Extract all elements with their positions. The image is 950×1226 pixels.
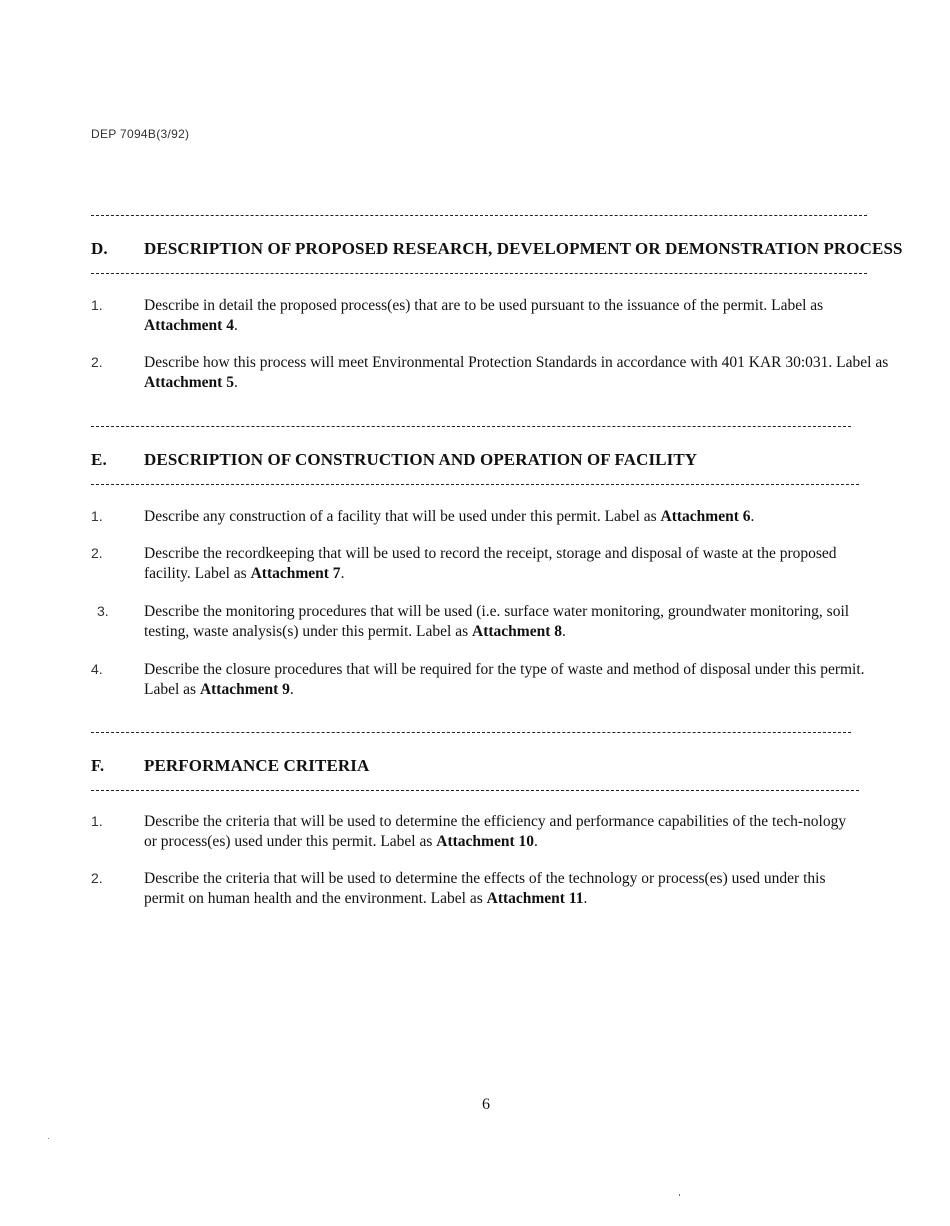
scan-speck	[48, 1138, 49, 1139]
item-text: Describe any construction of a facility that will be used under this permit. Label as Attachment 6.	[144, 508, 755, 525]
section-f-letter: F.	[91, 756, 105, 775]
attachment-label: Attachment 7	[250, 564, 341, 582]
attachment-label: Attachment 8	[472, 622, 562, 640]
item-text: Describe how this process will meet Environmental Protection Standards in accordance with 401 KAR 30:031. Label as Attachment 5.	[144, 354, 889, 391]
item-number: 2.	[91, 354, 103, 370]
item-number: 2.	[91, 870, 103, 886]
attachment-label: Attachment 11	[486, 889, 584, 907]
item-number: 4.	[91, 661, 103, 677]
attachment-label: Attachment 6	[660, 508, 751, 525]
item-number: 1.	[91, 297, 103, 313]
item-text: Describe the criteria that will be used to determine the effects of the technology or process(es) used under this permit on human health and the environment. Label as Attachment 11.	[144, 870, 826, 907]
item-number: 2.	[91, 545, 103, 561]
section-f-top-rule	[91, 732, 851, 733]
item-text: Describe the closure procedures that will be required for the type of waste and method of disposal under this permit. Label as Attachment 9.	[144, 661, 865, 698]
scan-speck	[679, 1194, 680, 1196]
section-d-letter: D.	[91, 239, 108, 258]
item-number: 1.	[91, 813, 103, 829]
item-number: 1.	[91, 508, 103, 524]
section-d-top-rule	[91, 215, 867, 216]
attachment-label: Attachment 9	[199, 680, 290, 698]
form-code: DEP 7094B(3/92)	[91, 127, 190, 141]
item-text: Describe the criteria that will be used to determine the efficiency and performance capabilities of the tech-nology or process(es) used under this permit. Label as Attachment 10.	[144, 813, 847, 850]
section-d-title: DESCRIPTION OF PROPOSED RESEARCH, DEVELOPMENT OR DEMONSTRATION PROCESS	[144, 239, 903, 258]
item-text: Describe in detail the proposed process(es) that are to be used pursuant to the issuance of the permit. Label as Attachment 4.	[144, 297, 824, 334]
item-text: Describe the recordkeeping that will be used to record the receipt, storage and disposal of waste at the proposed facility. Label as Attachment 7.	[144, 545, 837, 582]
section-e-letter: E.	[91, 450, 107, 469]
section-e-top-rule	[91, 426, 851, 427]
section-e-bottom-rule	[91, 484, 859, 485]
section-f-title: PERFORMANCE CRITERIA	[144, 756, 370, 775]
section-d-bottom-rule	[91, 273, 867, 274]
page-number: 6	[482, 1096, 490, 1113]
section-f-bottom-rule	[91, 790, 859, 791]
attachment-label: Attachment 4	[144, 316, 234, 334]
item-text: Describe the monitoring procedures that will be used (i.e. surface water monitoring, groundwater monitoring, soil testing, waste analysis(s) under this permit. Label as Attachment 8.	[144, 603, 850, 640]
section-e-title: DESCRIPTION OF CONSTRUCTION AND OPERATION OF FACILITY	[144, 450, 698, 469]
item-number: 3.	[97, 603, 109, 619]
attachment-label: Attachment 10	[436, 832, 534, 850]
attachment-label: Attachment 5	[144, 373, 234, 391]
